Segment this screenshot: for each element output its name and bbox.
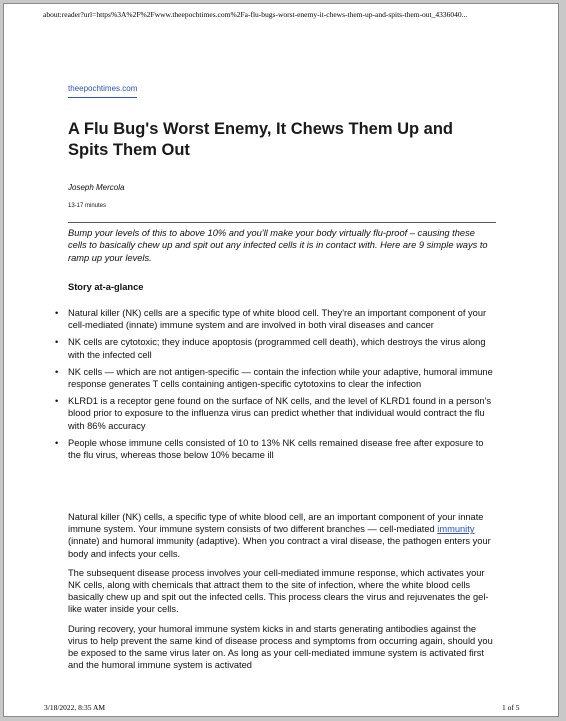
paragraph-text: Natural killer (NK) cells, a specific type of white blood cell, are an important component of your innate immune system. Your immune system consists of two different branches — cell-mediated xyxy=(68,512,484,535)
bullet-icon: • xyxy=(55,366,59,377)
body-paragraph: The subsequent disease process involves your cell-mediated immune response, which activates your NK cells, along with chemicals that attract them to the site of infection, where the white blood cells basically chew up and spit out the infected cells. This process clears the virus and rejuvenates the gel-like water inside your cells. xyxy=(68,567,489,615)
list-item xyxy=(55,336,496,360)
article-body xyxy=(68,511,496,678)
source-domain-link[interactable]: theepochtimes.com xyxy=(68,85,137,98)
bullet-icon: • xyxy=(55,337,59,348)
page-number: 1 of 5 xyxy=(502,703,520,712)
bullet-icon: • xyxy=(55,308,59,318)
divider xyxy=(68,222,496,223)
article-title: A Flu Bug's Worst Enemy, It Chews Them Up and Spits Them Out xyxy=(68,120,453,159)
list-item xyxy=(55,366,496,390)
print-page xyxy=(3,3,559,717)
bullet-text: Natural killer (NK) cells are a specific type of white blood cell. They're an important component of your cell-mediated (innate) immune system and are involved in both viral diseases and cancer xyxy=(68,308,487,331)
bullet-text: People whose immune cells consisted of 10 to 13% NK cells remained disease free after exposure to the flu virus, whereas those below 10% became ill xyxy=(68,437,484,461)
bullet-icon: • xyxy=(55,396,59,407)
paragraph-text: (innate) and humoral immunity (adaptive). When you contract a viral disease, the pathogen enters your body and infects your cells. xyxy=(68,536,491,559)
article-author: Joseph Mercola xyxy=(68,183,125,192)
read-time: 13-17 minutes xyxy=(68,203,107,209)
body-paragraph xyxy=(68,511,496,560)
list-item xyxy=(55,307,496,331)
bullet-text: NK cells are cytotoxic; they induce apoptosis (programmed cell death), which destroys the virus along with the infected cell xyxy=(68,337,486,360)
print-date: 3/18/2022, 8:35 AM xyxy=(44,703,106,712)
story-bullet-list xyxy=(55,307,496,466)
article-intro: Bump your levels of this to above 10% and you'll make your body virtually flu-proof – causing these cells to basically chew up and spit out any infected cells it is in contact with. Here are 9 simple ways to ramp up your levels. xyxy=(68,228,488,263)
body-paragraph: During recovery, your humoral immune system kicks in and starts generating antibodies against the virus to help prevent the same kind of disease process and symptoms from occurring again, should you be exposed to the same virus later on. As long as your cell-mediated immune system is activated first and the humoral immune system is activated xyxy=(68,623,493,671)
header-url: about:reader?url=https%3A%2F%2Fwww.theepochtimes.com%2Fa-flu-bugs-worst-enemy-it-chews-them-up-and-spits-them-out_4336040... xyxy=(43,10,468,19)
list-item xyxy=(55,395,496,432)
story-at-a-glance-heading: Story at-a-glance xyxy=(68,282,144,292)
immunity-link[interactable]: immunity xyxy=(437,524,475,535)
list-item xyxy=(55,437,496,461)
bullet-text: NK cells — which are not antigen-specific — contain the infection while your adaptive, humoral immune response generates T cells containing antigen-specific cytotoxins to clear the infection xyxy=(68,366,493,390)
bullet-icon: • xyxy=(55,437,59,448)
bullet-text: KLRD1 is a receptor gene found on the surface of NK cells, and the level of KLRD1 found in a person's blood prior to exposure to the influenza virus can predict whether that individual would contract the flu with 86% accuracy xyxy=(68,396,491,431)
